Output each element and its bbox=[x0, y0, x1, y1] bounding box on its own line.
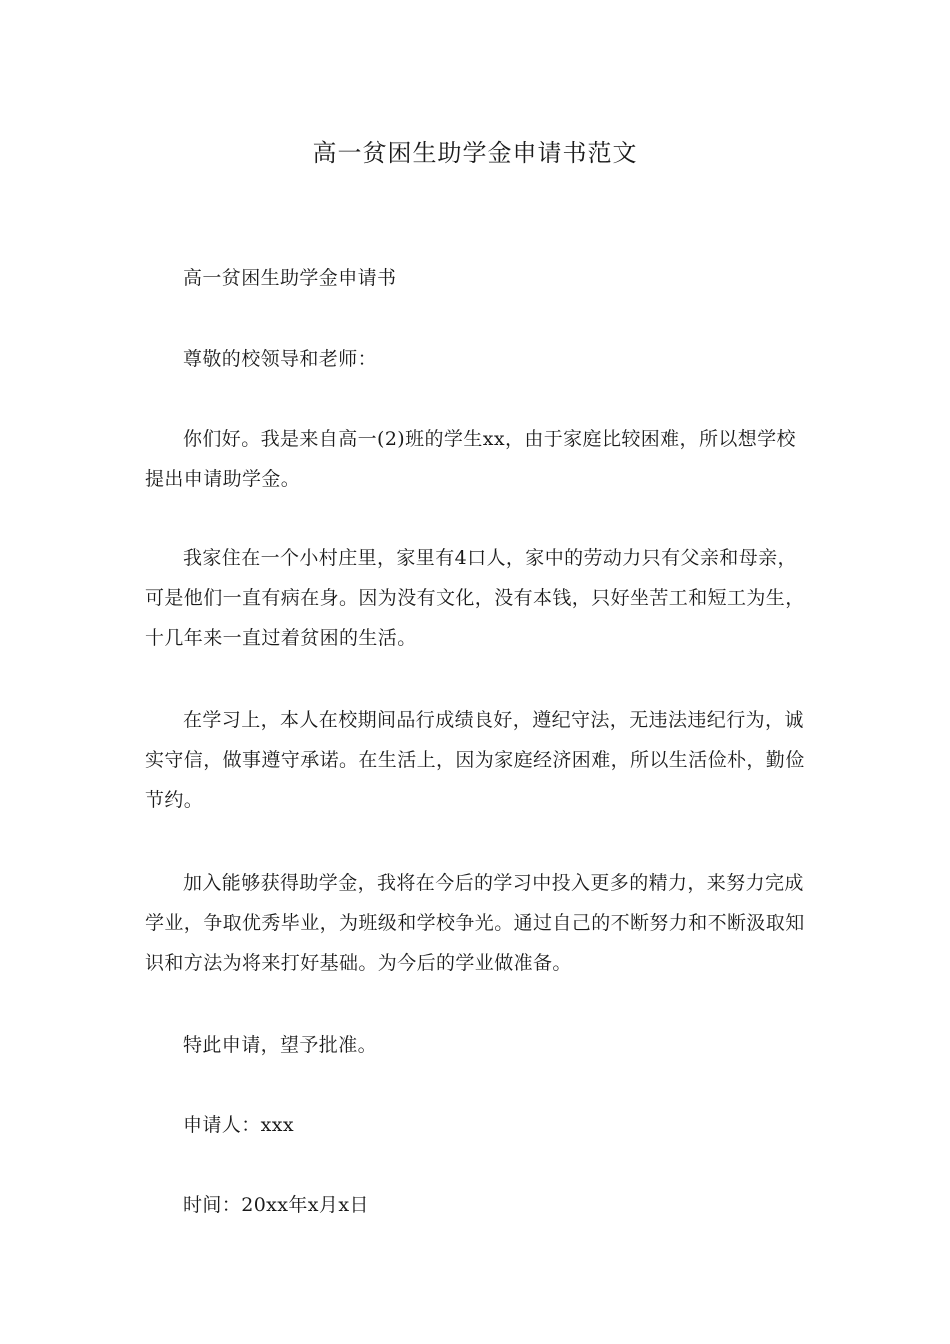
paragraph-study: 在学习上，本人在校期间品行成绩良好，遵纪守法，无违法违纪行为，诚实守信，做事遵守承诺。在生活上，因为家庭经济困难，所以生活俭朴，勤俭节约。 bbox=[145, 709, 805, 811]
letter-greeting: 尊敬的校领导和老师： bbox=[183, 348, 378, 370]
document-title: 高一贫困生助学金申请书范文 bbox=[312, 139, 638, 167]
paragraph-intro: 你们好。我是来自高一(2)班的学生xx，由于家庭比较困难，所以想学校提出申请助学金。 bbox=[145, 428, 796, 490]
paragraph-family: 我家住在一个小村庄里，家里有4口人，家中的劳动力只有父亲和母亲，可是他们一直有病在身。因为没有文化，没有本钱，只好坐苦工和短工为生，十几年来一直过着贫困的生活。 bbox=[145, 547, 805, 649]
letter-subtitle: 高一贫困生助学金申请书 bbox=[183, 267, 397, 289]
letter-closing: 特此申请，望予批准。 bbox=[183, 1034, 378, 1056]
paragraph-pledge: 加入能够获得助学金，我将在今后的学习中投入更多的精力，来努力完成学业，争取优秀毕业，为班级和学校争光。通过自己的不断努力和不断汲取知识和方法为将来打好基础。为今后的学业做准备。 bbox=[145, 872, 805, 974]
letter-date: 时间：20xx年x月x日 bbox=[183, 1194, 369, 1216]
applicant-signature: 申请人：xxx bbox=[183, 1114, 294, 1136]
